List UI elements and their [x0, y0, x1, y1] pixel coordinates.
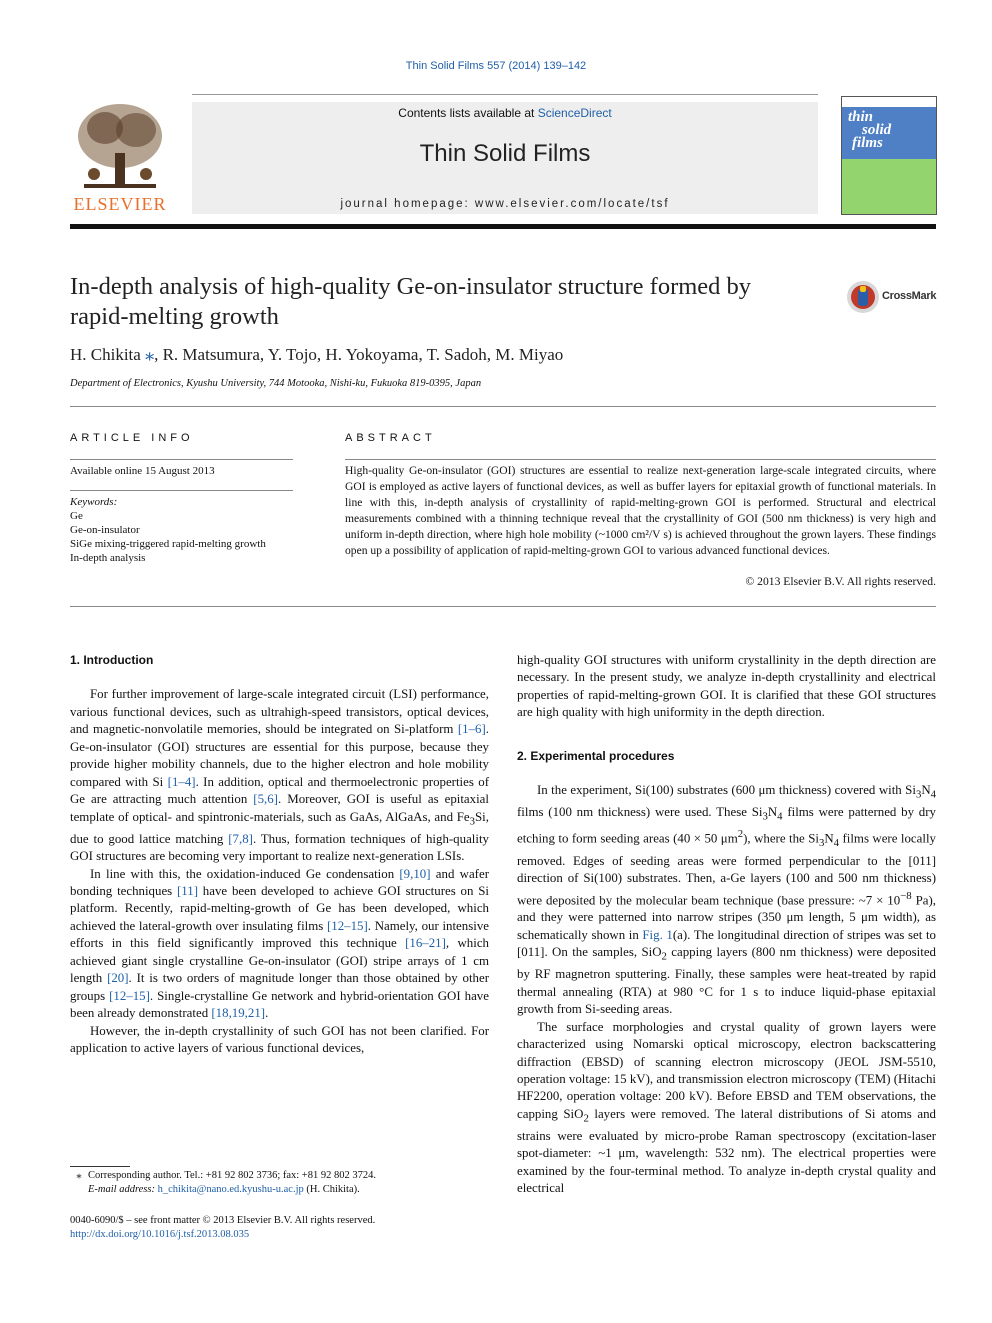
- keywords-block: [70, 495, 266, 565]
- reference-link[interactable]: [5,6]: [253, 792, 278, 807]
- text-run: In the experiment, Si(100) substrates (600 μm thickness) covered with Si: [537, 783, 916, 798]
- text-run: For further improvement of large-scale integrated circuit (LSI) performance, various functional devices, such as ultrahigh-speed transistors, optical devices, and magnetic-nonvolatile memories, should be integrated on Si-platform: [70, 687, 489, 737]
- text-run: capping layers (800 nm thickness) were deposited by RF magnetron sputtering. Finally, these samples were heat-treated by rapid thermal annealing (RTA) at 980 °C for 1 s to induce liquid-phase epitaxial growth from Si-seeding areas.: [517, 945, 936, 1017]
- crossmark-badge[interactable]: [846, 280, 938, 314]
- section-heading-experimental: 2. Experimental procedures: [517, 748, 675, 763]
- journal-homepage[interactable]: journal homepage: www.elsevier.com/locate/tsf: [340, 198, 670, 210]
- text-run: . Ge-on-insulator (GOI) structures are essential for this purpose, because they provide higher mobility channels, due to the higher electron and hole mobility compared with Si: [70, 722, 489, 789]
- footnote-email: [70, 1183, 376, 1197]
- body-column-left: [70, 652, 489, 1058]
- reference-link[interactable]: [12–15]: [109, 988, 150, 1003]
- text-run: . Single-crystalline Ge network and hybrid-orientation GOI have been already demonstrated: [70, 988, 489, 1021]
- affiliation: Department of Electronics, Kyushu University, 744 Motooka, Nishi-ku, Fukuoka 819-0395, Japan: [70, 378, 482, 389]
- section-heading-introduction: 1. Introduction: [70, 653, 154, 667]
- text-run: . Thus, formation techniques of high-quality GOI structures are becoming very important to realize next-generation LSIs.: [70, 831, 489, 864]
- reference-link[interactable]: [1–4]: [167, 774, 196, 789]
- elsevier-wordmark: ELSEVIER: [73, 194, 167, 214]
- experimental-paragraph-2: [517, 1019, 936, 1198]
- text-run: have been developed to achieve GOI structures on Si platform. Recently, rapid-melting-growth of Ge has been developed, which achieved the lateral-growth over insulating films: [70, 884, 489, 933]
- text-run: Si, due to good lattice matching: [70, 809, 489, 846]
- text-run: ), where the Si: [743, 831, 819, 846]
- subscript: 4: [777, 810, 783, 823]
- body-column-right: [517, 652, 936, 1198]
- superscript: −8: [900, 889, 912, 902]
- author-rest: , R. Matsumura, Y. Tojo, H. Yokoyama, T. Sadoh, M. Miyao: [154, 345, 564, 364]
- figure-link[interactable]: Fig. 1: [642, 927, 673, 942]
- reference-link[interactable]: [9,10]: [399, 866, 431, 881]
- email-label: E-mail address:: [88, 1184, 158, 1195]
- contents-prefix: Contents lists available at: [398, 106, 538, 120]
- journal-citation[interactable]: Thin Solid Films 557 (2014) 139–142: [405, 60, 587, 72]
- text-run: N: [767, 805, 778, 820]
- reference-link[interactable]: [1–6]: [457, 722, 486, 737]
- reference-link[interactable]: [11]: [177, 884, 198, 899]
- abstract-bottom-rule: [70, 606, 936, 607]
- cover-word: thin: [848, 109, 874, 125]
- author-first: H. Chikita: [70, 345, 141, 364]
- abstract-heading: ABSTRACT: [345, 432, 436, 444]
- affiliation-rule: [70, 406, 936, 407]
- corresponding-author-text: Corresponding author. Tel.: +81 92 802 3736; fax: +81 92 802 3724.: [88, 1170, 376, 1181]
- text-run: layers were removed. The lateral distributions of Si atoms and strains were evaluated by micro-probe Raman spectroscopy (excitation-laser spot-diameter: ~1 μm, wavelength: 532 nm). The electrical properties were examined by the four-terminal method. To analyze in-depth crystal quality and electrical: [517, 1106, 936, 1196]
- subscript: 2: [583, 1112, 589, 1125]
- crossmark-icon: [846, 280, 880, 314]
- reference-link[interactable]: [7,8]: [228, 831, 253, 846]
- header-top-rule: [192, 94, 818, 95]
- intro-paragraph-1: [70, 686, 489, 865]
- cover-top-strip: [842, 97, 936, 107]
- footnote-star: ⁎: [76, 1170, 82, 1181]
- subscript: 4: [833, 837, 840, 850]
- text-run: .: [265, 1006, 269, 1021]
- reference-link[interactable]: [16–21]: [405, 936, 446, 951]
- text-run: , which achieved giant single crystalline Ge-on-insulator (GOI) stripe arrays of 1 cm length: [70, 936, 490, 986]
- article-info-rule: [70, 459, 293, 460]
- doi-link[interactable]: http://dx.doi.org/10.1016/j.tsf.2013.08.035: [70, 1229, 250, 1240]
- article-title: In-depth analysis of high-quality Ge-on-insulator structure formed by rapid-melting growth: [70, 273, 752, 330]
- issn-line: 0040-6090/$ – see front matter © 2013 Elsevier B.V. All rights reserved.: [70, 1215, 376, 1226]
- front-matter: [70, 1214, 375, 1242]
- experimental-paragraph-1: [517, 782, 936, 1018]
- footnote-rule: [70, 1166, 130, 1167]
- abstract-copyright: © 2013 Elsevier B.V. All rights reserved.: [745, 575, 936, 588]
- text-run: . Moreover, GOI is useful as epitaxial template of optical- and spintronic-materials, such as GaAs, AlGaAs, and Fe: [70, 792, 489, 824]
- reference-link[interactable]: [20]: [107, 971, 129, 986]
- email-suffix: (H. Chikita).: [303, 1184, 360, 1195]
- abstract-rule: [345, 459, 936, 460]
- subscript: 2: [661, 950, 667, 963]
- text-run: N: [824, 831, 834, 846]
- abstract-text: High-quality Ge-on-insulator (GOI) structures are essential to realize next-generation large-scale integrated circuits, where GOI is employed as active layers of functional devices, as well as buffer layers for epitaxial growth of functional materials. In line with this, in-depth analysis of crystallinity of rapid-melting-grown GOI is performed. Structural and electrical measurements combined with a thinning technique reveal that the crystallinity of GOI (500 nm thickness) is very high and uniform in-depth direction, where high hole mobility (~1000 cm²/V s) is achieved throughout the grown layers. These findings open up a possibility of application of rapid-melting-grown GOI to various advanced functional devices.: [345, 464, 936, 557]
- text-run: The surface morphologies and crystal quality of grown layers were characterized using Nomarski optical microscopy, electron backscattering diffraction (EBSD) of scanning electron microscopy (JEOL JSM-5510, operation voltage: 15 kV), and transmission electron microscopy (TEM) (Hitachi HF2200, operation voltage: 200 kV). Before EBSD and TEM observations, the capping SiO: [517, 1019, 936, 1121]
- journal-cover-image: [841, 96, 937, 215]
- article-info-heading: ARTICLE INFO: [70, 432, 194, 444]
- cover-word: solid: [862, 122, 892, 138]
- keyword-item: SiGe mixing-triggered rapid-melting growth: [70, 538, 266, 550]
- sciencedirect-link[interactable]: ScienceDirect: [537, 106, 612, 120]
- text-run: In line with this, the oxidation-induced Ge condensation: [90, 866, 400, 881]
- subscript: 3: [762, 810, 768, 823]
- text-run: Pa), and they were patterned into narrow stripes (350 μm length, 5 μm width), as schematically shown in: [517, 892, 936, 942]
- intro-paragraph-2: [70, 866, 489, 1023]
- keyword-item: In-depth analysis: [70, 552, 146, 564]
- text-run: (a). The longitudinal direction of stripes was set to [011]. On the samples, SiO: [517, 927, 936, 960]
- cover-green-band: [842, 159, 936, 214]
- text-run: and wafer bonding techniques: [70, 866, 489, 899]
- footnote-corresponding: [70, 1169, 376, 1183]
- text-run: films were locally removed. Edges of seeding areas were formed perpendicular to the [011] direction of Si(100) substrates. Then, a-Ge layers (100 and 500 nm thickness) were deposited by the molecular beam technique (base pressure: ~7 × 10: [517, 831, 936, 907]
- elsevier-logo: [70, 98, 170, 214]
- reference-link[interactable]: [12–15]: [326, 918, 368, 933]
- keywords-label: Keywords:: [70, 496, 118, 508]
- available-online-date: Available online 15 August 2013: [70, 465, 215, 477]
- keywords-rule: [70, 490, 293, 491]
- text-run: films (100 nm thickness) were used. These Si: [517, 805, 763, 820]
- cover-word: films: [852, 135, 883, 151]
- keyword-item: Ge: [70, 510, 83, 522]
- text-run: . In addition, optical and thermoelectronic properties of Ge are attracting much attention: [70, 774, 490, 807]
- subscript: 3: [818, 837, 825, 850]
- reference-link[interactable]: [18,19,21]: [211, 1006, 266, 1021]
- text-run: N: [921, 783, 931, 798]
- superscript: 2: [737, 828, 744, 841]
- corresponding-author-marker[interactable]: ⁎: [145, 344, 155, 364]
- journal-title: Thin Solid Films: [419, 140, 591, 167]
- author-list: [70, 344, 563, 365]
- keyword-item: Ge-on-insulator: [70, 524, 140, 536]
- email-link[interactable]: h_chikita@nano.ed.kyushu-u.ac.jp: [157, 1184, 304, 1195]
- intro-paragraph-3: However, the in-depth crystallinity of such GOI has not been clarified. For application to active layers of various functional devices,: [70, 1023, 489, 1056]
- crossmark-label: CrossMark: [882, 290, 937, 302]
- text-run: films were patterned by dry etching to form seeding areas (40 × 50 μm: [517, 805, 936, 846]
- cover-title: [848, 111, 891, 150]
- text-run: . It is two orders of magnitude longer than those obtained by other groups: [70, 971, 489, 1003]
- subscript: 3: [915, 788, 922, 801]
- header-thick-rule: [70, 224, 936, 229]
- contents-line: [192, 106, 818, 120]
- subscript: 4: [930, 788, 936, 801]
- subscript: 3: [469, 815, 476, 828]
- text-run: . Namely, our intensive efforts in this field significantly improved this technique: [70, 918, 489, 951]
- intro-paragraph-3-continued: high-quality GOI structures with uniform crystallinity in the depth direction are necessary. In the present study, we analyze in-depth crystallinity and electrical properties of rapid-melting-grown GOI. It is clarified that these GOI structures are high quality with high uniformity in the depth direction.: [517, 653, 936, 720]
- footnote: [70, 1169, 376, 1197]
